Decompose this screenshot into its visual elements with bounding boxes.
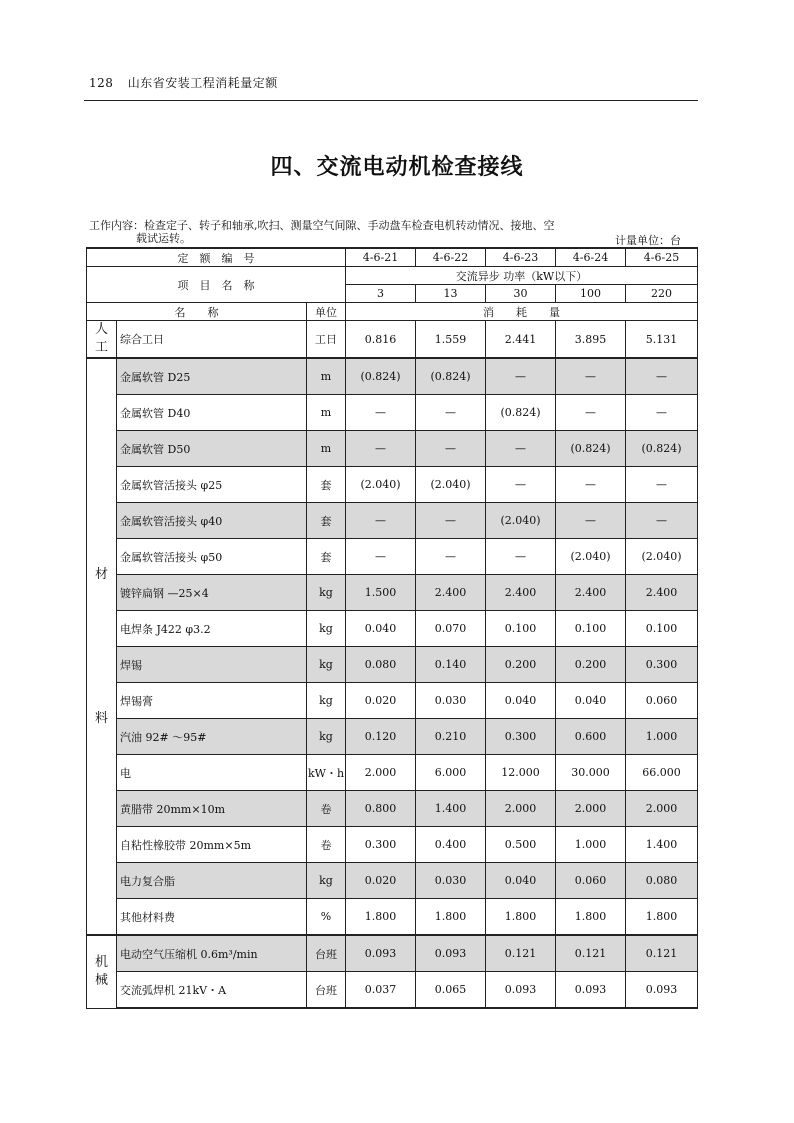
item-value: (0.824) [486,395,556,431]
item-value: 0.093 [346,935,416,972]
item-unit: 卷 [307,827,346,863]
item-unit: 套 [307,503,346,539]
item-name: 金属软管活接头 φ25 [117,467,307,503]
item-value: 0.816 [346,321,416,359]
item-value: 0.120 [346,719,416,755]
table-row [87,863,698,899]
category-char: 人 [94,322,108,337]
item-name: 焊锡膏 [117,683,307,719]
item-name: 电力复合脂 [117,863,307,899]
item-value: 0.200 [556,647,626,683]
table-row [87,827,698,863]
item-value: (2.040) [346,467,416,503]
item-value: 5.131 [626,321,698,359]
category-machine [87,935,117,1008]
item-value: — [346,539,416,575]
item-name: 电动空气压缩机 0.6m³/min [117,935,307,972]
item-value: 0.300 [626,647,698,683]
item-value: 66.000 [626,755,698,791]
item-unit: 套 [307,467,346,503]
item-value: 0.030 [416,863,486,899]
table-row [87,503,698,539]
item-value: 1.559 [416,321,486,359]
table-row [87,539,698,575]
item-value: 0.040 [346,611,416,647]
item-value: 0.065 [416,972,486,1009]
item-unit: 工日 [307,321,346,359]
item-unit: % [307,899,346,936]
item-value: 0.300 [486,719,556,755]
quota-code: 4-6-24 [556,248,626,267]
table-row [87,575,698,611]
item-value: 0.600 [556,719,626,755]
table-row [87,755,698,791]
table-row [87,321,698,359]
table-row [87,647,698,683]
quota-code: 4-6-21 [346,248,416,267]
item-value: — [486,467,556,503]
item-value: — [416,431,486,467]
item-value: 0.093 [626,972,698,1009]
item-name: 汽油 92# ～95# [117,719,307,755]
item-name: 镀锌扁钢 —25×4 [117,575,307,611]
item-name: 交流弧焊机 21kV・A [117,972,307,1009]
item-unit: kg [307,647,346,683]
item-value: 0.040 [556,683,626,719]
table-row [87,358,698,395]
category-material [87,358,117,935]
item-value: 2.000 [486,791,556,827]
quota-table [86,247,698,1009]
item-value: 1.800 [556,899,626,936]
table-row [87,719,698,755]
table-row [87,395,698,431]
item-unit: 台班 [307,935,346,972]
category-char: 材 [94,566,108,582]
item-value: 1.500 [346,575,416,611]
item-unit: kg [307,719,346,755]
item-name: 综合工日 [117,321,307,359]
category-char: 工 [94,340,108,355]
item-value: 2.400 [486,575,556,611]
power-value: 220 [626,285,698,303]
item-value: 3.895 [556,321,626,359]
item-value: — [556,503,626,539]
table-row [87,791,698,827]
item-name: 其他材料费 [117,899,307,936]
item-name: 焊锡 [117,647,307,683]
item-value: 0.100 [486,611,556,647]
item-value: — [626,358,698,395]
item-value: 0.800 [346,791,416,827]
item-unit: m [307,358,346,395]
quota-code: 4-6-25 [626,248,698,267]
item-value: 0.100 [626,611,698,647]
item-value: 1.400 [626,827,698,863]
item-unit: 台班 [307,972,346,1009]
item-value: — [346,503,416,539]
item-value: — [626,503,698,539]
item-value: 0.093 [416,935,486,972]
running-header [89,74,278,91]
power-label-row [87,267,698,285]
item-value: — [486,539,556,575]
item-value: 0.040 [486,683,556,719]
page-number: 128 [89,76,114,90]
item-value: (0.824) [416,358,486,395]
item-value: 6.000 [416,755,486,791]
item-value: 0.121 [556,935,626,972]
item-name: 金属软管活接头 φ50 [117,539,307,575]
item-value: — [556,395,626,431]
power-label: 交流异步 功率（kW以下） [346,267,698,285]
quota-no-label: 定 额 编 号 [87,248,346,267]
quota-code: 4-6-22 [416,248,486,267]
item-value: 0.020 [346,683,416,719]
item-name: 金属软管活接头 φ40 [117,503,307,539]
item-value: 2.441 [486,321,556,359]
item-value: — [416,395,486,431]
item-value: — [416,503,486,539]
category-char: 料 [94,710,108,726]
measurement-unit: 计量单位：台 [615,234,681,247]
item-value: 0.080 [346,647,416,683]
power-value: 13 [416,285,486,303]
item-value: 1.000 [626,719,698,755]
item-value: — [346,395,416,431]
item-value: 0.093 [486,972,556,1009]
item-value: 1.400 [416,791,486,827]
item-value: 2.000 [346,755,416,791]
table-row [87,935,698,972]
power-value: 100 [556,285,626,303]
item-value: 0.300 [346,827,416,863]
consumption-header: 消 耗 量 [346,303,698,321]
item-value: (2.040) [626,539,698,575]
item-value: 0.030 [416,683,486,719]
item-value: — [486,431,556,467]
section-title: 四、交流电动机检查接线 [270,154,524,180]
item-value: (2.040) [416,467,486,503]
item-value: 0.200 [486,647,556,683]
item-value: 0.121 [486,935,556,972]
item-name: 电 [117,755,307,791]
item-name: 金属软管 D50 [117,431,307,467]
item-value: 0.210 [416,719,486,755]
item-unit: kg [307,575,346,611]
item-value: 1.800 [416,899,486,936]
item-value: — [346,431,416,467]
item-unit: 卷 [307,791,346,827]
category-char: 机 [94,954,108,970]
power-value: 30 [486,285,556,303]
item-value: 1.800 [626,899,698,936]
name-column-header: 名 称 [87,303,307,321]
item-unit: 套 [307,539,346,575]
item-value: 2.400 [626,575,698,611]
column-header-row [87,303,698,321]
item-name: 黄腊带 20mm×10m [117,791,307,827]
item-value: — [556,358,626,395]
category-labor [87,321,117,359]
item-value: 1.800 [346,899,416,936]
item-value: 0.500 [486,827,556,863]
item-value: 2.000 [556,791,626,827]
item-value: 0.100 [556,611,626,647]
item-name: 金属软管 D25 [117,358,307,395]
quota-no-row [87,248,698,267]
item-value: — [486,358,556,395]
item-value: (2.040) [486,503,556,539]
item-value: 0.080 [626,863,698,899]
item-value: — [626,395,698,431]
quota-code: 4-6-23 [486,248,556,267]
item-unit: m [307,431,346,467]
item-value: 0.093 [556,972,626,1009]
item-value: 1.800 [486,899,556,936]
item-value: — [626,467,698,503]
item-value: 0.040 [486,863,556,899]
item-value: 30.000 [556,755,626,791]
item-value: 0.140 [416,647,486,683]
item-unit: kg [307,863,346,899]
table-row [87,683,698,719]
item-name: 金属软管 D40 [117,395,307,431]
item-value: (0.824) [626,431,698,467]
item-value: 0.121 [626,935,698,972]
item-value: 0.037 [346,972,416,1009]
book-title: 山东省安装工程消耗量定额 [127,76,278,90]
item-value: (2.040) [556,539,626,575]
item-unit: kg [307,683,346,719]
item-value: 12.000 [486,755,556,791]
table-row [87,899,698,936]
item-unit: kW・h [307,755,346,791]
project-name-label: 项 目 名 称 [87,267,346,303]
item-unit: kg [307,611,346,647]
table-row [87,611,698,647]
power-value: 3 [346,285,416,303]
item-value: 0.400 [416,827,486,863]
item-value: 2.400 [416,575,486,611]
category-char: 械 [94,972,108,988]
item-value: — [556,467,626,503]
item-value: (0.824) [346,358,416,395]
table-row [87,467,698,503]
item-name: 电焊条 J422 φ3.2 [117,611,307,647]
item-value: 2.400 [556,575,626,611]
item-value: — [416,539,486,575]
item-value: 0.060 [626,683,698,719]
work-content-line2: 载试运转。 [136,232,191,245]
item-value: 2.000 [626,791,698,827]
item-value: 0.060 [556,863,626,899]
work-content [89,219,689,245]
item-value: (0.824) [556,431,626,467]
table-row [87,431,698,467]
table-row [87,972,698,1009]
item-unit: m [307,395,346,431]
work-content-line1: 工作内容：检查定子、转子和轴承,吹扫、测量空气间隙、手动盘车检查电机转动情况、接地、空 [89,219,555,232]
header-rule [84,100,698,101]
unit-column-header: 单位 [307,303,346,321]
item-name: 自粘性橡胶带 20mm×5m [117,827,307,863]
item-value: 0.020 [346,863,416,899]
item-value: 0.070 [416,611,486,647]
item-value: 1.000 [556,827,626,863]
